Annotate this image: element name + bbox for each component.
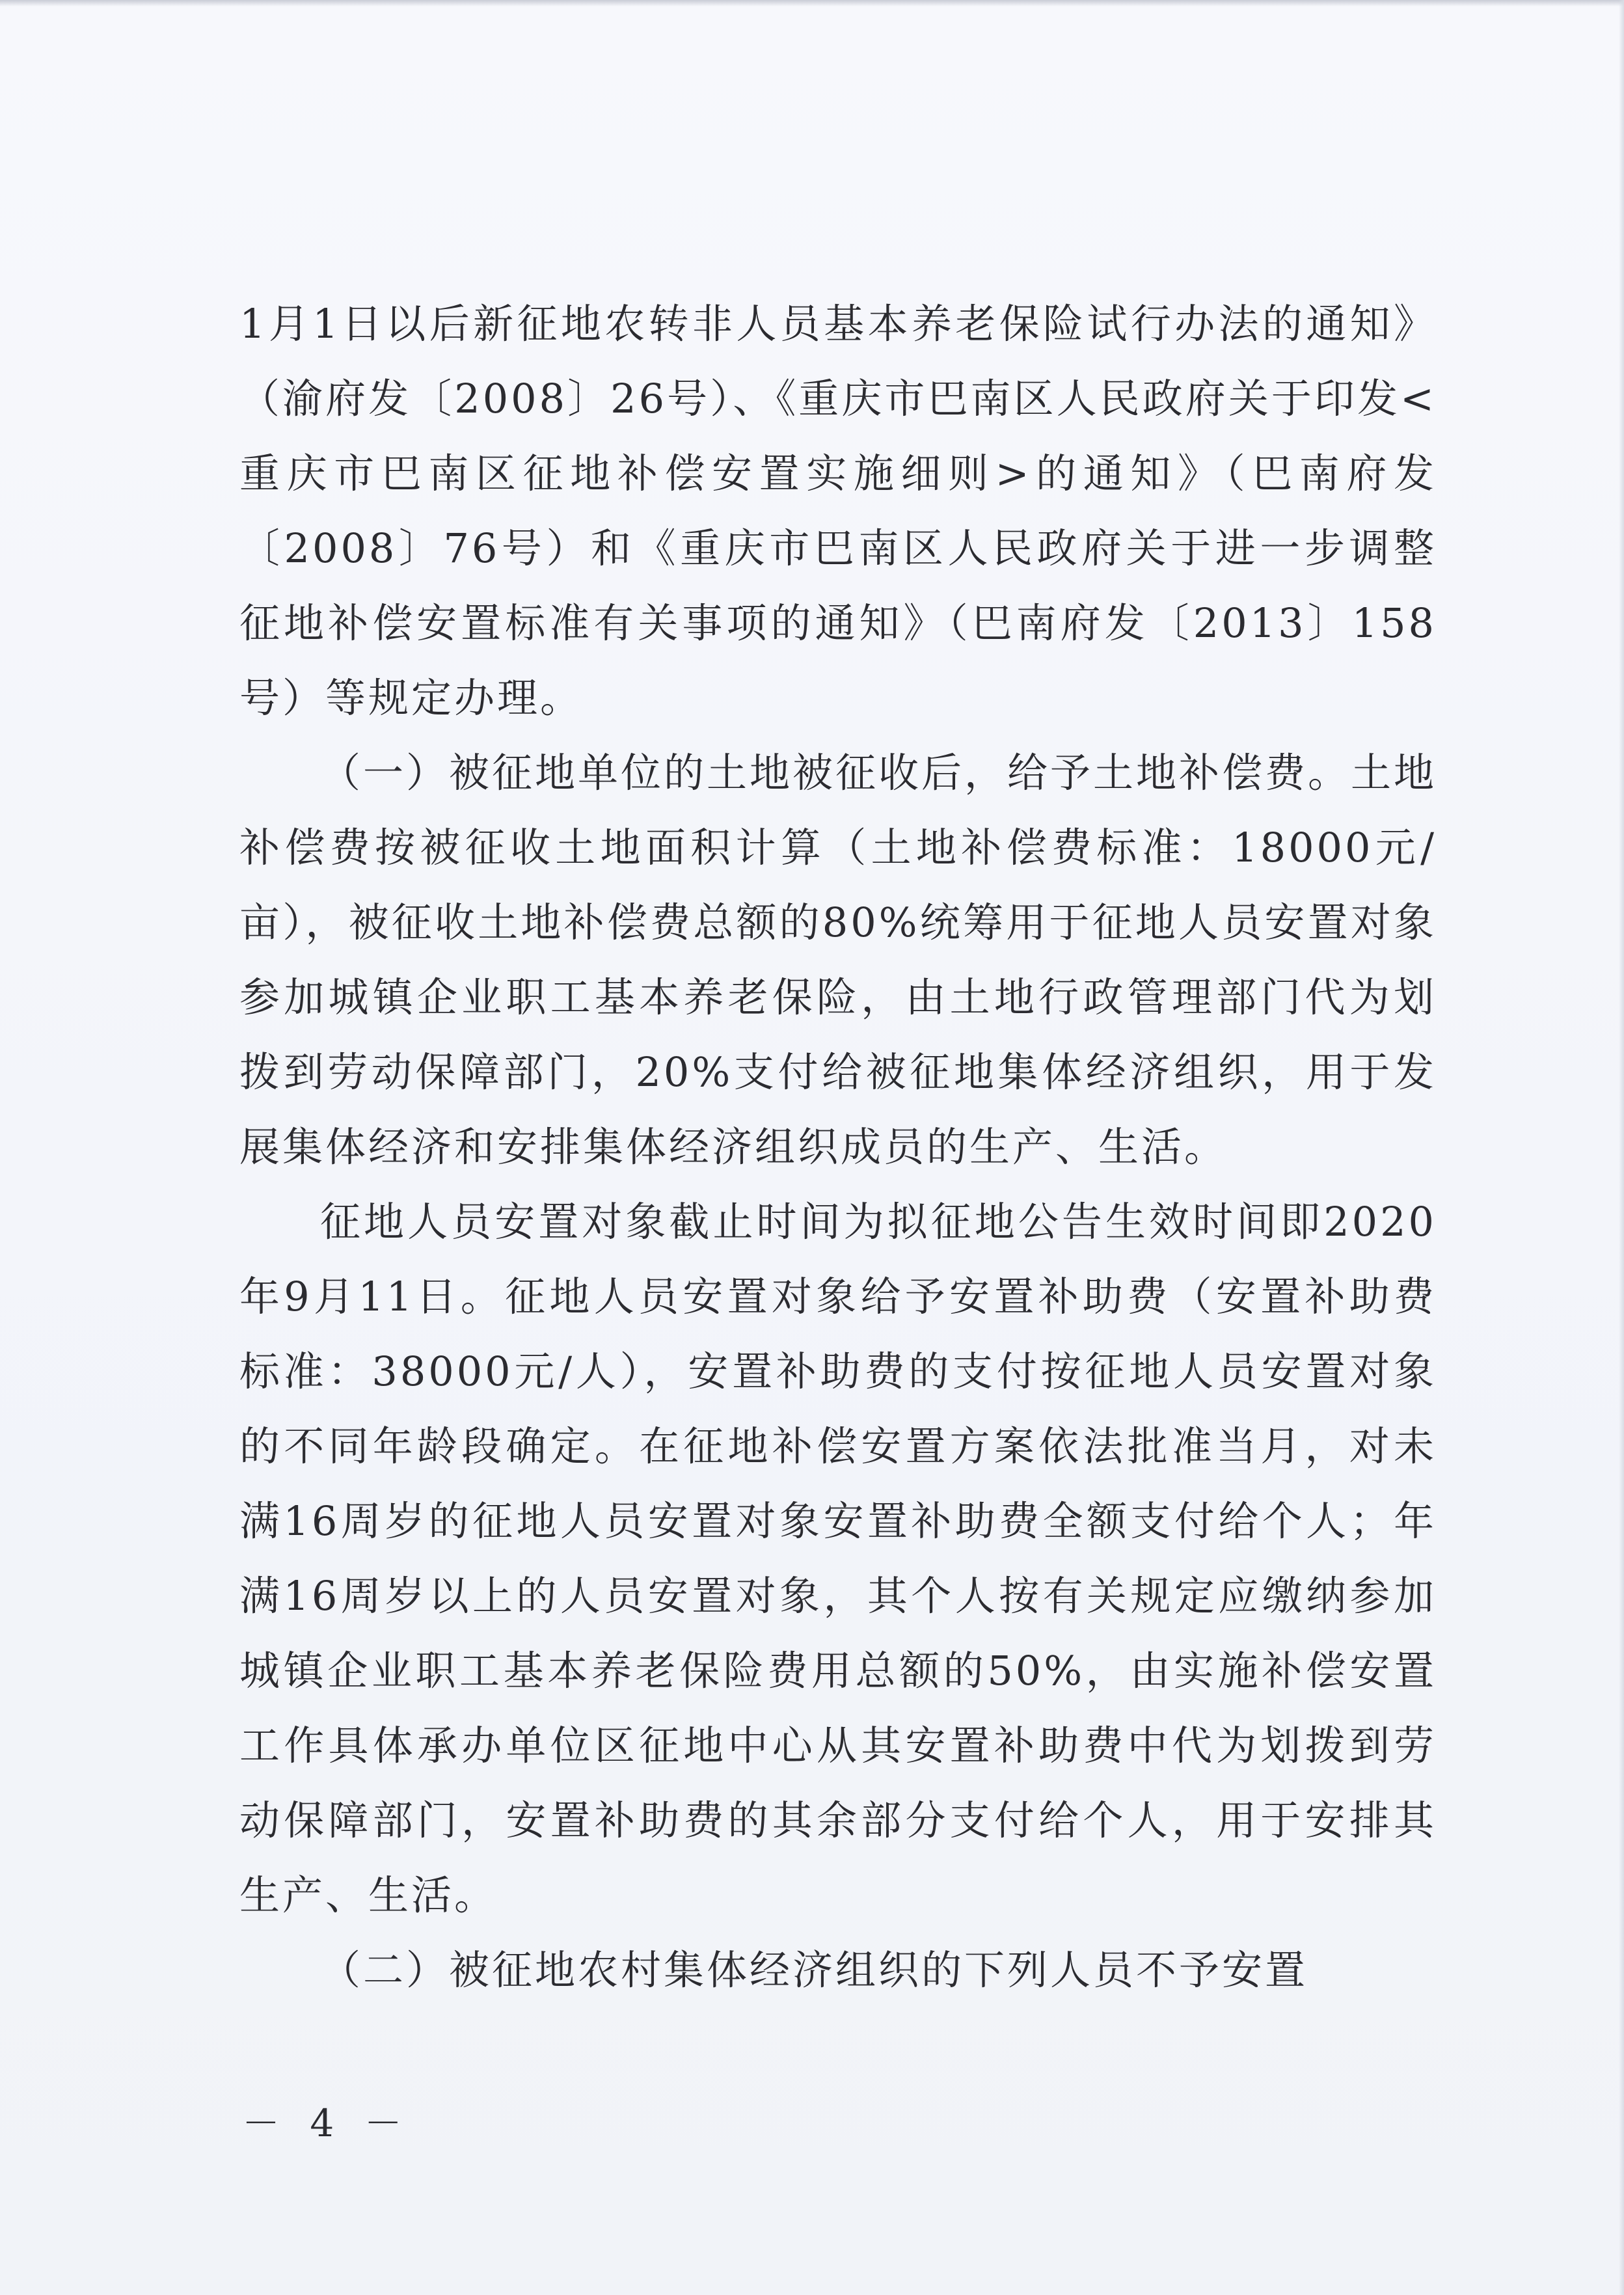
- paragraph-resettlement-subsidy: 征地人员安置对象截止时间为拟征地公告生效时间即2020年9月11日。征地人员安置对象给予安置补助费（安置补助费标准：38000元/人），安置补助费的支付按征地人员安置对象的不同年龄段确定。在征地补偿安置方案依法批准当月，对未满16周岁的征地人员安置对象安置补助费全额支付给个人；年满16周岁以上的人员安置对象，其个人按有关规定应缴纳参加城镇企业职工基本养老保险费用总额的50%，由实施补偿安置工作具体承办单位区征地中心从其安置补助费中代为划拨到劳动保障部门，安置补助费的其余部分支付给个人，用于安排其生产、生活。: [239, 1198, 1437, 1919]
- scan-top-edge: [0, 0, 1624, 7]
- page-number: － 4 －: [242, 2101, 411, 2145]
- scan-right-edge: [1619, 0, 1624, 2295]
- body-text: [239, 286, 1437, 2007]
- paragraph-exclusions: （二）被征地农村集体经济组织的下列人员不予安置: [320, 1946, 1308, 1994]
- paragraph-continuation: 1月1日以后新征地农转非人员基本养老保险试行办法的通知》（渝府发〔2008〕26号）、《重庆市巴南区人民政府关于印发<重庆市巴南区征地补偿安置实施细则>的通知》（巴南府发〔2008〕76号）和《重庆市巴南区人民政府关于进一步调整征地补偿安置标准有关事项的通知》（巴南府发〔2013〕158号）等规定办理。: [239, 300, 1437, 722]
- paragraph-land-compensation: （一）被征地单位的土地被征收后，给予土地补偿费。土地补偿费按被征收土地面积计算（土地补偿费标准：18000元/亩），被征收土地补偿费总额的80%统筹用于征地人员安置对象参加城镇企业职工基本养老保险，由土地行政管理部门代为划拨到劳动保障部门，20%支付给被征地集体经济组织，用于发展集体经济和安排集体经济组织成员的生产、生活。: [239, 749, 1437, 1171]
